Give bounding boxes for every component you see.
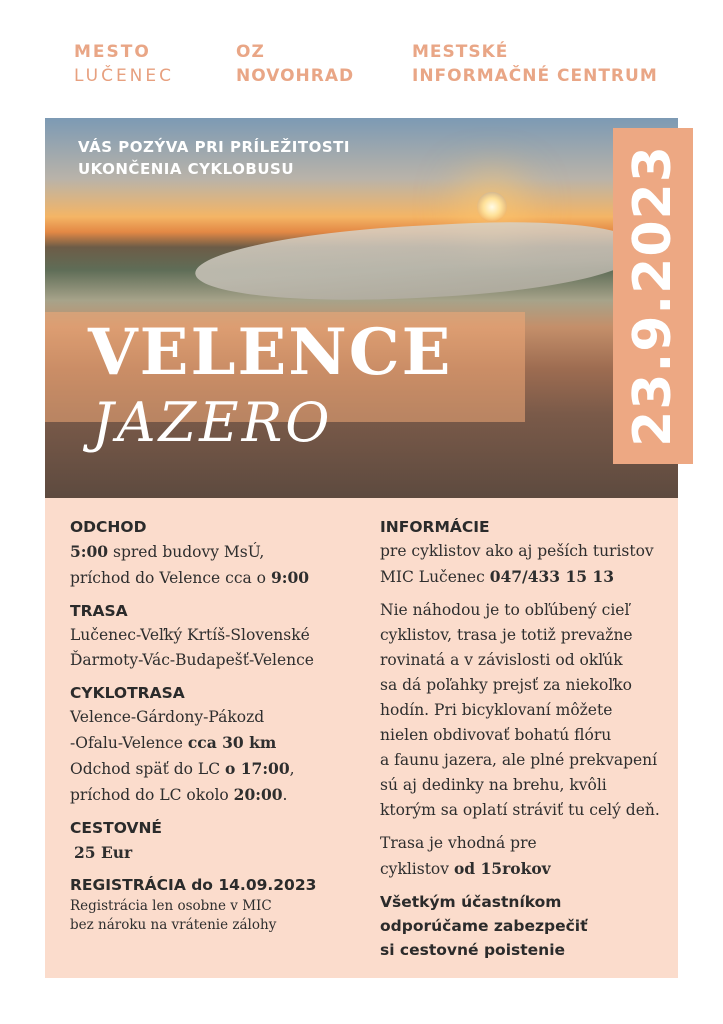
invitation-text [78, 136, 350, 180]
desc-line: sa dá poľahky prejsť za niekoľko [380, 676, 632, 694]
desc-line: ktorým sa oplatí stráviť tu celý deň. [380, 801, 660, 819]
registracia-heading: REGISTRÁCIA do 14.09.2023 [70, 876, 317, 894]
desc-line: cyklistov, trasa je totiž prevažne [380, 626, 633, 644]
trasa-line-1: Lučenec-Veľký Krtíš-Slovenské [70, 626, 310, 644]
logo-oz-novohrad [236, 40, 354, 88]
logo-line-1: MESTO [74, 42, 151, 62]
desc-line: a faunu jazera, ale plné prekvapení [380, 751, 658, 769]
return-arrival-time: 20:00 [233, 785, 283, 804]
trasa-line-2: Ďarmoty-Vác-Budapešť-Velence [70, 651, 314, 669]
cestovne-heading: CESTOVNÉ [70, 819, 163, 837]
informacie-line-2 [380, 564, 680, 590]
desc-line: hodín. Pri bicyklovaní môžete [380, 701, 613, 719]
left-column [70, 515, 360, 943]
section-cestovne [70, 816, 360, 865]
return-arrival-text: príchod do LC okolo [70, 786, 234, 804]
section-odchod [70, 515, 360, 591]
description [380, 598, 680, 823]
desc-line: nielen obdivovať bohatú flóru [380, 726, 612, 744]
age-line-1: Trasa je vhodná pre [380, 834, 537, 852]
return-time: o 17:00 [225, 759, 290, 778]
desc-line: Nie náhodou je to obľúbený cieľ [380, 601, 630, 619]
event-title: VELENCE [88, 315, 453, 390]
odchod-place: spred budovy MsÚ, [108, 543, 265, 561]
logo-mesto-lucenec [74, 40, 174, 88]
registracia-line-2: bez nároku na vrátenie zálohy [70, 917, 277, 933]
desc-line: sú aj dedinky na brehu, kvôli [380, 776, 607, 794]
logo-mic [412, 40, 658, 88]
phone-number: 047/433 15 13 [489, 567, 614, 586]
return-period: . [282, 786, 288, 804]
section-informacie [380, 515, 680, 590]
odchod-time: 5:00 [70, 542, 109, 561]
lake-surface [193, 215, 636, 310]
event-date: 23.9.2023 [623, 145, 683, 447]
event-subtitle: JAZERO [92, 391, 333, 454]
section-cyklotrasa [70, 681, 360, 808]
section-registracia [70, 873, 360, 935]
mic-label: MIC Lučenec [380, 568, 490, 586]
price: 25 Eur [74, 843, 133, 862]
informacie-heading: INFORMÁCIE [380, 518, 490, 536]
arrival-text: príchod do Velence cca o [70, 569, 271, 587]
age-note [380, 831, 680, 882]
logo-line-2: LUČENEC [74, 66, 175, 86]
age-limit: od 15rokov [453, 859, 551, 878]
cyklotrasa-line-2 [70, 730, 360, 756]
cyklotrasa-line-3 [70, 756, 360, 782]
informacie-line-1: pre cyklistov ako aj peších turistov [380, 542, 654, 560]
sun-glow [477, 192, 507, 222]
registracia-line-1: Registrácia len osobne v MIC [70, 898, 272, 914]
trasa-heading: TRASA [70, 602, 128, 620]
invite-line-1: VÁS POZÝVA PRI PRÍLEŽITOSTI [78, 138, 350, 156]
return-comma: , [289, 760, 295, 778]
cyklotrasa-line-1: Velence-Gárdony-Pákozd [70, 708, 265, 726]
insurance-line: odporúčame zabezpečiť [380, 917, 588, 935]
right-column [380, 515, 680, 970]
desc-line: rovinatá a v závislosti od okľúk [380, 651, 623, 669]
age-label: cyklistov [380, 860, 454, 878]
odchod-line-2 [70, 565, 360, 591]
arrival-time: 9:00 [270, 568, 310, 587]
insurance-note [380, 890, 680, 962]
cyklotrasa-heading: CYKLOTRASA [70, 684, 185, 702]
odchod-line-1 [70, 539, 360, 565]
oz-line-2: NOVOHRAD [236, 66, 355, 86]
cyklotrasa-line-4 [70, 782, 360, 808]
mic-line-1: MESTSKÉ [412, 42, 509, 62]
return-text: Odchod späť do LC [70, 760, 226, 778]
cyklotrasa-distance: cca 30 km [187, 733, 277, 752]
insurance-line: Všetkým účastníkom [380, 893, 562, 911]
invite-line-2: UKONČENIA CYKLOBUSU [78, 160, 295, 178]
oz-line-1: OZ [236, 42, 265, 62]
section-trasa [70, 599, 360, 673]
mic-line-2: INFORMAČNÉ CENTRUM [412, 66, 658, 86]
odchod-heading: ODCHOD [70, 518, 147, 536]
cyklotrasa-route-end: -Ofalu-Velence [70, 734, 188, 752]
age-line-2 [380, 856, 680, 882]
insurance-line: si cestovné poistenie [380, 941, 566, 959]
